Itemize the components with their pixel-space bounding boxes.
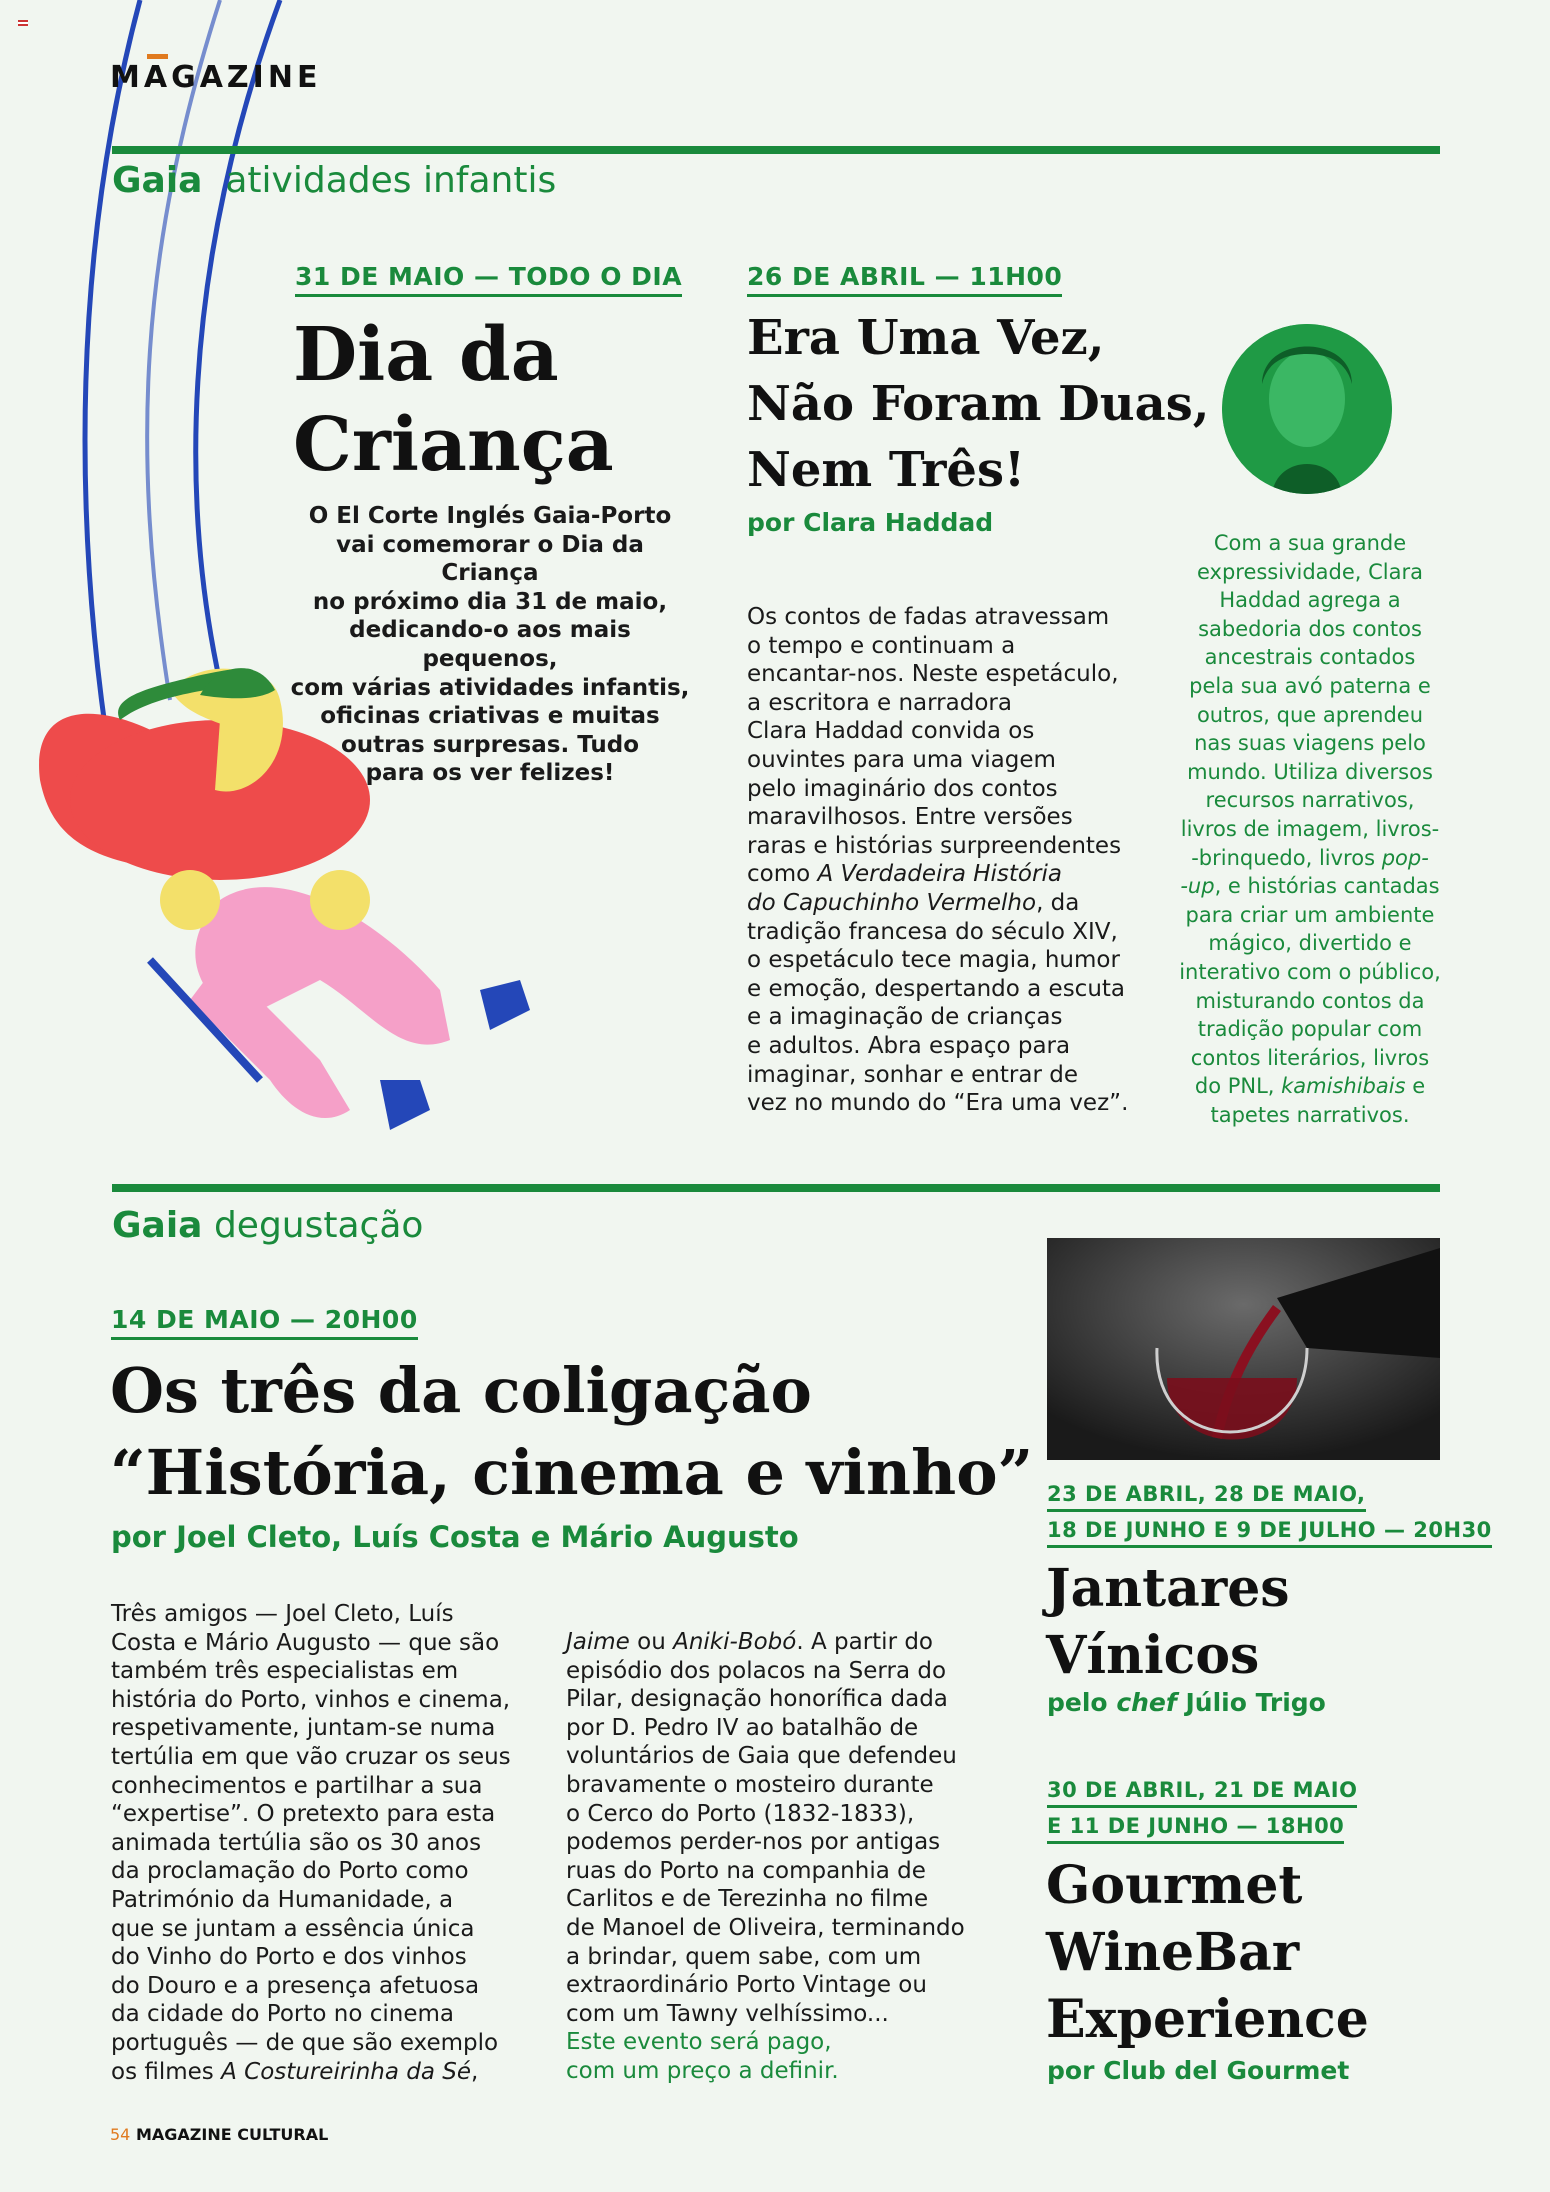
text-line: outros, que aprendeu bbox=[1196, 702, 1424, 727]
event-date: 30 DE ABRIL, 21 DE MAIO bbox=[1047, 1778, 1357, 1808]
event-date: 18 DE JUNHO E 9 DE JULHO — 20H30 bbox=[1047, 1518, 1492, 1548]
text-line: sabedoria dos contos bbox=[1198, 616, 1422, 641]
text-line: vai comemorar o Dia da Criança bbox=[336, 531, 644, 587]
text-line: a brindar, quem sabe, com um bbox=[566, 1943, 922, 1970]
text-line: “expertise”. O pretexto para esta bbox=[111, 1801, 496, 1828]
text-line: de Manoel de Oliveira, terminando bbox=[566, 1914, 965, 1941]
text-line: conhecimentos e partilhar a sua bbox=[111, 1772, 483, 1799]
text-line: recursos narrativos, bbox=[1205, 788, 1415, 813]
text-line: misturando contos da bbox=[1195, 988, 1425, 1013]
section-rule bbox=[112, 1184, 1440, 1192]
event-date: 31 DE MAIO — TODO O DIA bbox=[295, 262, 682, 297]
text-line: Os contos de fadas atravessam bbox=[747, 604, 1110, 630]
event-lead bbox=[290, 502, 690, 788]
event-author: por Club del Gourmet bbox=[1047, 2056, 1350, 2085]
event-description-col2: Jaime ou Aniki-Bobó. A partir do episódio dos polacos na Serra do Pilar, designação honorífica dada por D. Pedro IV ao batalhão de voluntários de Gaia que defendeu bravamente o mosteiro durante o Cerco do Porto (1832-1833), podemos perder-nos por antigas ruas do Porto na companhia de Carlitos e de Terezinha no filme de Manoel de Oliveira, terminando a brindar, quem sabe, com um extraordinário Porto Vintage ou com um Tawny velhíssimo... Este evento será pago, com um preço a definir. bbox=[566, 1628, 986, 2086]
text-line: imaginar, sonhar e entrar de bbox=[747, 1061, 1078, 1088]
text-line: vez no mundo do “Era uma vez”. bbox=[747, 1090, 1129, 1117]
text-line: podemos perder-nos por antigas bbox=[566, 1829, 941, 1856]
text-line: encantar-nos. Neste espetáculo, bbox=[747, 661, 1119, 688]
text-line: expressividade, Clara bbox=[1196, 559, 1424, 584]
text-line: português — de que são exemplo bbox=[111, 2029, 499, 2056]
text-line: com um Tawny velhíssimo... bbox=[566, 2000, 889, 2027]
text-line: Este evento será pago, bbox=[566, 2029, 832, 2056]
event-author: por Joel Cleto, Luís Costa e Mário Augusto bbox=[111, 1520, 799, 1554]
text-line: Haddad agrega a bbox=[1219, 588, 1401, 613]
text-line: animada tertúlia são os 30 anos bbox=[111, 1829, 482, 1856]
event-date: 26 DE ABRIL — 11H00 bbox=[747, 262, 1062, 297]
text-line: pelo imaginário dos contos bbox=[747, 775, 1058, 802]
text-line: o espetáculo tece magia, humor bbox=[747, 947, 1120, 974]
event-title: Jantares Vínicos bbox=[1046, 1558, 1290, 1686]
text-line: Património da Humanidade, a bbox=[111, 1886, 454, 1913]
text-line: Clara Haddad convida os bbox=[747, 718, 1035, 745]
page-footer: 54 MAGAZINE CULTURAL bbox=[110, 2125, 329, 2144]
text-line: a escritora e narradora bbox=[747, 689, 1012, 716]
text-line: ouvintes para uma viagem bbox=[747, 746, 1056, 773]
text-line: raras e histórias surpreendentes bbox=[747, 832, 1122, 859]
event-side-note: Com a sua grande expressividade, Clara Haddad agrega a sabedoria dos contos ancestrais contados pela sua avó paterna e outros, que aprendeu nas suas viagens pelo mundo. Utiliza diversos recursos narrativos, livros de imagem, livros- -brinquedo, livros pop- -up, e histórias cantadas para criar um ambiente mágico, divertido e interativo com o público, misturando contos da tradição popular com contos literários, livros do PNL, kamishibais e tapetes narrativos. bbox=[1170, 529, 1450, 1129]
text-line: Três amigos — Joel Cleto, Luís bbox=[111, 1601, 454, 1627]
text-line: bravamente o mosteiro durante bbox=[566, 1771, 934, 1798]
text-line: para os ver felizes! bbox=[365, 760, 615, 787]
text-line: ruas do Porto na companhia de bbox=[566, 1857, 926, 1884]
text-line: episódio dos polacos na Serra do bbox=[566, 1657, 947, 1684]
text-line: e adultos. Abra espaço para bbox=[747, 1032, 1071, 1059]
text-line: interativo com o público, bbox=[1179, 959, 1441, 984]
page-number: 54 bbox=[110, 2125, 131, 2144]
text-line: e a imaginação de crianças bbox=[747, 1004, 1063, 1031]
section-rule bbox=[112, 146, 1440, 154]
text-line: maravilhosos. Entre versões bbox=[747, 804, 1073, 831]
text-line: oficinas criativas e muitas bbox=[320, 703, 660, 730]
text-line: voluntários de Gaia que defendeu bbox=[566, 1743, 957, 1770]
text-line: ancestrais contados bbox=[1204, 645, 1416, 670]
text-line: também três especialistas em bbox=[111, 1658, 459, 1685]
text-line: o tempo e continuam a bbox=[747, 632, 1016, 659]
text-line: tradição popular com bbox=[1197, 1017, 1423, 1042]
text-line: no próximo dia 31 de maio, bbox=[312, 588, 668, 615]
event-title: Os três da coligação “História, cinema e vinho” bbox=[110, 1354, 1034, 1509]
text-line: Pilar, designação honorífica dada bbox=[566, 1686, 948, 1713]
text-line: da proclamação do Porto como bbox=[111, 1858, 469, 1885]
text-line: pela sua avó paterna e bbox=[1189, 673, 1431, 698]
event-author: por Clara Haddad bbox=[747, 508, 994, 537]
text-line: respetivamente, juntam-se numa bbox=[111, 1715, 496, 1742]
text-line: tertúlia em que vão cruzar os seus bbox=[111, 1743, 511, 1770]
text-line: tradição francesa do século XIV, bbox=[747, 918, 1118, 945]
text-line: por D. Pedro IV ao batalhão de bbox=[566, 1714, 919, 1741]
section-heading: Gaia atividades infantis bbox=[112, 160, 557, 201]
event-title: Dia da Criança bbox=[293, 312, 614, 488]
text-line: do Douro e a presença afetuosa bbox=[111, 1972, 480, 1999]
text-line: O El Corte Inglés Gaia-Porto bbox=[308, 503, 672, 529]
event-description-col1: Três amigos — Joel Cleto, Luís Costa e Mário Augusto — que são também três especialistas em história do Porto, vinhos e cinema, respetivamente, juntam-se numa tertúlia em que vão cruzar os seus conhecimentos e partilhar a sua “expertise”. O pretexto para esta animada tertúlia são os 30 anos da proclamação do Porto como Património da Humanidade, a que se juntam a essência única do Vinho do Porto e dos vinhos do Douro e a presença afetuosa da cidade do Porto no cinema português — de que são exemplo os filmes A Costureirinha da Sé, bbox=[111, 1600, 531, 2086]
text-line: outras surpresas. Tudo bbox=[341, 731, 639, 758]
event-date: 23 DE ABRIL, 28 DE MAIO, bbox=[1047, 1482, 1366, 1512]
text-line: Com a sua grande bbox=[1213, 531, 1407, 555]
event-description: Os contos de fadas atravessam o tempo e continuam a encantar-nos. Neste espetáculo, a escritora e narradora Clara Haddad convida os ouvintes para uma viagem pelo imaginário dos contos maravilhosos. Entre versões raras e histórias surpreendentes como A Verdadeira História do Capuchinho Vermelho, da tradição francesa do século XIV, o espetáculo tece magia, humor e emoção, despertando a escuta e a imaginação de crianças e adultos. Abra espaço para imaginar, sonhar e entrar de vez no mundo do “Era uma vez”. bbox=[747, 603, 1137, 1118]
text-line: mundo. Utiliza diversos bbox=[1187, 759, 1433, 784]
text-line: do Vinho do Porto e dos vinhos bbox=[111, 1944, 467, 1971]
event-date: 14 DE MAIO — 20H00 bbox=[111, 1305, 418, 1340]
text-line: para criar um ambiente bbox=[1185, 902, 1435, 927]
event-title: Era Uma Vez, Não Foram Duas, Nem Três! bbox=[747, 310, 1210, 498]
text-line: história do Porto, vinhos e cinema, bbox=[111, 1686, 511, 1713]
magazine-logo: MAGAZINE bbox=[110, 60, 322, 95]
text-line: extraordinário Porto Vintage ou bbox=[566, 1972, 927, 1999]
text-line: contos literários, livros bbox=[1190, 1045, 1430, 1070]
event-author: pelo chef Júlio Trigo bbox=[1047, 1688, 1326, 1717]
text-line: Carlitos e de Terezinha no filme bbox=[566, 1886, 929, 1913]
text-line: da cidade do Porto no cinema bbox=[111, 2001, 454, 2028]
clara-haddad-photo bbox=[1222, 324, 1392, 494]
event-title: Gourmet WineBar Experience bbox=[1046, 1855, 1369, 2050]
event-date: E 11 DE JUNHO — 18H00 bbox=[1047, 1814, 1344, 1844]
text-line: que se juntam a essência única bbox=[111, 1915, 475, 1942]
text-line: livros de imagem, livros- bbox=[1180, 816, 1440, 841]
text-line: mágico, divertido e bbox=[1208, 931, 1412, 956]
text-line: o Cerco do Porto (1832-1833), bbox=[566, 1800, 915, 1827]
text-line: dedicando-o aos mais pequenos, bbox=[349, 617, 631, 672]
section-heading: Gaia degustação bbox=[112, 1205, 424, 1246]
text-line: com várias atividades infantis, bbox=[290, 674, 690, 701]
text-line: com um preço a definir. bbox=[566, 2057, 839, 2084]
text-line: Costa e Mário Augusto — que são bbox=[111, 1629, 500, 1656]
text-line: nas suas viagens pelo bbox=[1194, 731, 1426, 756]
wine-pouring-photo bbox=[1047, 1238, 1440, 1460]
text-line: e emoção, despertando a escuta bbox=[747, 975, 1126, 1002]
